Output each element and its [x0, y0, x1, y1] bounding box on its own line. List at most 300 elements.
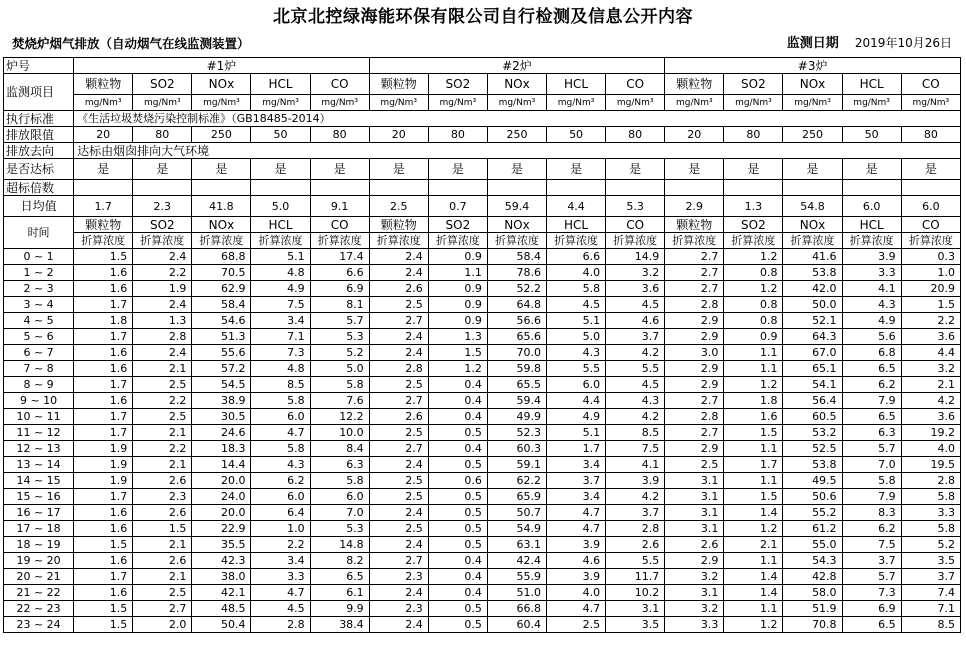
hourly-value: 4.7	[251, 585, 310, 601]
pollutant-name: 颗粒物	[74, 217, 133, 233]
hourly-value: 62.2	[487, 473, 546, 489]
hourly-value: 0.4	[428, 569, 487, 585]
exceed-value	[192, 180, 251, 196]
hourly-value: 4.5	[547, 297, 606, 313]
hourly-value: 2.8	[369, 361, 428, 377]
hourly-value: 4.0	[547, 585, 606, 601]
furnace-name: #2炉	[369, 58, 665, 74]
hour-range: 17 ~ 18	[4, 521, 74, 537]
hourly-value: 2.1	[133, 457, 192, 473]
hourly-value: 3.7	[547, 473, 606, 489]
exceed-label: 超标倍数	[4, 180, 74, 196]
pollutant-name: HCL	[842, 74, 901, 95]
hourly-value: 5.2	[310, 345, 369, 361]
hourly-value: 0.5	[428, 537, 487, 553]
hour-range: 12 ~ 13	[4, 441, 74, 457]
hourly-value: 2.5	[369, 297, 428, 313]
hourly-value: 2.7	[133, 601, 192, 617]
hourly-value: 5.3	[310, 521, 369, 537]
hourly-value: 4.7	[547, 601, 606, 617]
hourly-value: 4.7	[251, 425, 310, 441]
hourly-value: 5.8	[310, 473, 369, 489]
unit-label: mg/Nm³	[724, 95, 783, 111]
daily-avg-value: 5.3	[606, 196, 665, 217]
hourly-value: 1.5	[724, 425, 783, 441]
hourly-value: 5.2	[901, 537, 960, 553]
table-body	[4, 58, 961, 633]
hourly-value: 9.9	[310, 601, 369, 617]
conversion-label: 折算浓度	[724, 233, 783, 249]
table-row	[4, 377, 961, 393]
hourly-value: 70.5	[192, 265, 251, 281]
daily-avg-value: 6.0	[842, 196, 901, 217]
hourly-value: 0.5	[428, 521, 487, 537]
hourly-value: 3.7	[901, 569, 960, 585]
hourly-value: 1.9	[133, 281, 192, 297]
hourly-value: 1.5	[74, 617, 133, 633]
hourly-value: 8.2	[310, 553, 369, 569]
hourly-value: 49.9	[487, 409, 546, 425]
exceed-value	[724, 180, 783, 196]
hourly-value: 60.3	[487, 441, 546, 457]
hourly-value: 4.9	[842, 313, 901, 329]
standard-row	[4, 111, 961, 127]
hourly-value: 6.0	[310, 489, 369, 505]
hourly-value: 14.9	[606, 249, 665, 265]
table-row	[4, 489, 961, 505]
table-row	[4, 569, 961, 585]
hourly-value: 1.0	[251, 521, 310, 537]
hourly-value: 64.8	[487, 297, 546, 313]
hourly-value: 2.3	[369, 569, 428, 585]
pollutant-name: SO2	[724, 217, 783, 233]
hourly-value: 11.7	[606, 569, 665, 585]
hourly-value: 0.5	[428, 617, 487, 633]
hour-range: 14 ~ 15	[4, 473, 74, 489]
hourly-value: 7.0	[310, 505, 369, 521]
hourly-value: 6.5	[842, 409, 901, 425]
hourly-value: 0.4	[428, 441, 487, 457]
conversion-label: 折算浓度	[783, 233, 842, 249]
daily-avg-value: 6.0	[901, 196, 960, 217]
hourly-value: 2.7	[665, 281, 724, 297]
hourly-value: 52.3	[487, 425, 546, 441]
hourly-value: 2.9	[665, 361, 724, 377]
table-row	[4, 505, 961, 521]
hourly-value: 0.4	[428, 377, 487, 393]
hourly-value: 49.5	[783, 473, 842, 489]
hourly-value: 42.4	[487, 553, 546, 569]
pollutant-name: SO2	[133, 217, 192, 233]
hourly-value: 4.2	[606, 489, 665, 505]
pollutant-name: 颗粒物	[369, 217, 428, 233]
hourly-value: 4.6	[547, 553, 606, 569]
hourly-value: 55.2	[783, 505, 842, 521]
pollutant-name: HCL	[547, 74, 606, 95]
hourly-value: 55.6	[192, 345, 251, 361]
unit-label: mg/Nm³	[842, 95, 901, 111]
hourly-value: 1.4	[724, 585, 783, 601]
compliant-value: 是	[842, 159, 901, 180]
hourly-value: 6.0	[547, 377, 606, 393]
unit-label: mg/Nm³	[901, 95, 960, 111]
hourly-value: 2.5	[133, 585, 192, 601]
limit-row	[4, 127, 961, 143]
hourly-value: 2.5	[369, 377, 428, 393]
report-subtitle: 焚烧炉烟气排放（自动烟气在线监测装置）	[12, 36, 250, 51]
limit-value: 80	[428, 127, 487, 143]
hourly-value: 7.9	[842, 393, 901, 409]
hourly-value: 2.4	[369, 537, 428, 553]
hourly-value: 2.7	[665, 249, 724, 265]
hourly-value: 5.0	[310, 361, 369, 377]
exceed-value	[547, 180, 606, 196]
hourly-value: 1.5	[428, 345, 487, 361]
hourly-value: 12.2	[310, 409, 369, 425]
hourly-value: 7.5	[251, 297, 310, 313]
hourly-value: 4.1	[842, 281, 901, 297]
hourly-value: 4.4	[901, 345, 960, 361]
limit-value: 250	[783, 127, 842, 143]
conversion-label: 折算浓度	[547, 233, 606, 249]
daily-avg-label: 日均值	[4, 196, 74, 217]
hourly-value: 0.9	[428, 297, 487, 313]
hourly-value: 2.4	[133, 345, 192, 361]
daily-avg-value: 2.9	[665, 196, 724, 217]
pollutant-name: CO	[606, 74, 665, 95]
furnace-label: 炉号	[4, 58, 74, 74]
limit-value: 80	[724, 127, 783, 143]
hourly-value: 2.1	[133, 425, 192, 441]
hourly-value: 2.7	[369, 393, 428, 409]
hourly-value: 1.1	[724, 553, 783, 569]
hourly-value: 22.9	[192, 521, 251, 537]
hourly-value: 4.4	[547, 393, 606, 409]
hourly-value: 1.7	[724, 457, 783, 473]
hourly-value: 1.5	[74, 601, 133, 617]
hourly-value: 3.7	[606, 505, 665, 521]
hourly-value: 2.4	[369, 249, 428, 265]
pollutant-name: 颗粒物	[74, 74, 133, 95]
hourly-value: 50.4	[192, 617, 251, 633]
pollutant-name: HCL	[842, 217, 901, 233]
hourly-value: 5.8	[547, 281, 606, 297]
hour-range: 22 ~ 23	[4, 601, 74, 617]
hourly-value: 6.9	[842, 601, 901, 617]
hourly-value: 2.8	[901, 473, 960, 489]
hourly-value: 1.6	[74, 585, 133, 601]
compliant-value: 是	[487, 159, 546, 180]
hourly-value: 1.5	[901, 297, 960, 313]
hourly-value: 2.1	[133, 569, 192, 585]
pollutant-name: HCL	[547, 217, 606, 233]
hourly-value: 5.7	[310, 313, 369, 329]
unit-label: mg/Nm³	[192, 95, 251, 111]
hourly-value: 2.2	[133, 441, 192, 457]
hourly-value: 1.7	[74, 489, 133, 505]
hourly-value: 1.6	[724, 409, 783, 425]
unit-label: mg/Nm³	[133, 95, 192, 111]
pollutant-name: SO2	[724, 74, 783, 95]
hourly-value: 3.4	[547, 457, 606, 473]
limit-value: 50	[547, 127, 606, 143]
limit-label: 排放限值	[4, 127, 74, 143]
hourly-value: 2.8	[665, 297, 724, 313]
hourly-value: 2.7	[665, 425, 724, 441]
table-row	[4, 361, 961, 377]
hourly-value: 0.9	[724, 329, 783, 345]
hourly-value: 3.4	[547, 489, 606, 505]
hourly-value: 0.5	[428, 601, 487, 617]
hourly-value: 3.7	[842, 553, 901, 569]
hourly-value: 4.2	[606, 409, 665, 425]
hourly-value: 20.0	[192, 473, 251, 489]
hourly-value: 1.2	[724, 377, 783, 393]
time-label: 时间	[4, 217, 74, 249]
pollutant-name: SO2	[428, 217, 487, 233]
hourly-value: 53.8	[783, 457, 842, 473]
hourly-value: 1.2	[724, 249, 783, 265]
hourly-value: 3.1	[665, 473, 724, 489]
limit-value: 20	[665, 127, 724, 143]
hour-range: 20 ~ 21	[4, 569, 74, 585]
hourly-value: 52.5	[783, 441, 842, 457]
hourly-value: 24.6	[192, 425, 251, 441]
hourly-value: 51.0	[487, 585, 546, 601]
hourly-value: 66.8	[487, 601, 546, 617]
hourly-value: 2.6	[606, 537, 665, 553]
unit-label: mg/Nm³	[783, 95, 842, 111]
hourly-value: 5.5	[606, 553, 665, 569]
table-row	[4, 409, 961, 425]
exceed-value	[901, 180, 960, 196]
hourly-value: 2.4	[369, 265, 428, 281]
hour-range: 0 ~ 1	[4, 249, 74, 265]
hourly-value: 4.2	[606, 345, 665, 361]
table-row	[4, 521, 961, 537]
hourly-value: 2.4	[369, 617, 428, 633]
hourly-value: 7.5	[606, 441, 665, 457]
hourly-value: 0.9	[428, 281, 487, 297]
hourly-value: 2.7	[665, 265, 724, 281]
daily-avg-value: 2.5	[369, 196, 428, 217]
hourly-value: 2.1	[901, 377, 960, 393]
hourly-value: 2.4	[369, 585, 428, 601]
hour-range: 23 ~ 24	[4, 617, 74, 633]
hourly-value: 2.4	[369, 457, 428, 473]
hourly-value: 60.4	[487, 617, 546, 633]
hourly-value: 5.8	[901, 521, 960, 537]
hourly-value: 5.8	[251, 393, 310, 409]
hourly-value: 3.1	[606, 601, 665, 617]
daily-avg-value: 1.7	[74, 196, 133, 217]
hourly-value: 1.1	[428, 265, 487, 281]
table-row	[4, 601, 961, 617]
daily-avg-value: 9.1	[310, 196, 369, 217]
compliant-value: 是	[606, 159, 665, 180]
hourly-value: 7.1	[901, 601, 960, 617]
hour-range: 4 ~ 5	[4, 313, 74, 329]
furnace-header-row	[4, 58, 961, 74]
hourly-value: 54.6	[192, 313, 251, 329]
hourly-value: 0.6	[428, 473, 487, 489]
hourly-value: 0.5	[428, 425, 487, 441]
hourly-value: 65.5	[487, 377, 546, 393]
table-row	[4, 313, 961, 329]
hourly-value: 38.4	[310, 617, 369, 633]
pollutant-name: SO2	[133, 74, 192, 95]
hourly-value: 7.6	[310, 393, 369, 409]
hourly-value: 0.5	[428, 489, 487, 505]
hourly-value: 3.9	[842, 249, 901, 265]
hourly-value: 65.9	[487, 489, 546, 505]
daily-avg-value: 2.3	[133, 196, 192, 217]
conversion-label: 折算浓度	[842, 233, 901, 249]
hourly-value: 0.9	[428, 249, 487, 265]
hourly-value: 3.2	[606, 265, 665, 281]
table-row	[4, 425, 961, 441]
table-row	[4, 249, 961, 265]
exceed-value	[428, 180, 487, 196]
hour-range: 13 ~ 14	[4, 457, 74, 473]
hourly-value: 3.1	[665, 585, 724, 601]
daily-avg-value: 1.3	[724, 196, 783, 217]
hourly-value: 2.8	[665, 409, 724, 425]
hourly-value: 2.6	[133, 553, 192, 569]
hourly-value: 4.9	[547, 409, 606, 425]
hourly-value: 2.7	[665, 393, 724, 409]
hourly-value: 1.6	[74, 361, 133, 377]
hourly-value: 5.8	[310, 377, 369, 393]
hourly-value: 7.4	[901, 585, 960, 601]
hourly-value: 52.2	[487, 281, 546, 297]
hourly-value: 7.5	[842, 537, 901, 553]
hourly-value: 1.8	[724, 393, 783, 409]
conversion-row	[4, 233, 961, 249]
hourly-value: 2.4	[133, 297, 192, 313]
hourly-value: 8.5	[251, 377, 310, 393]
hourly-value: 0.8	[724, 265, 783, 281]
hourly-value: 1.1	[724, 601, 783, 617]
hourly-value: 56.6	[487, 313, 546, 329]
hourly-value: 2.1	[724, 537, 783, 553]
hourly-value: 2.5	[369, 473, 428, 489]
hourly-value: 8.5	[901, 617, 960, 633]
hourly-value: 2.6	[369, 281, 428, 297]
hourly-value: 65.1	[783, 361, 842, 377]
limit-value: 80	[133, 127, 192, 143]
compliant-value: 是	[369, 159, 428, 180]
hourly-value: 68.8	[192, 249, 251, 265]
hourly-value: 3.3	[251, 569, 310, 585]
unit-label: mg/Nm³	[428, 95, 487, 111]
hourly-value: 2.6	[133, 505, 192, 521]
hourly-value: 1.8	[74, 313, 133, 329]
compliant-value: 是	[310, 159, 369, 180]
hourly-value: 1.9	[74, 457, 133, 473]
table-row	[4, 553, 961, 569]
hourly-value: 1.3	[133, 313, 192, 329]
pollutant-name: SO2	[428, 74, 487, 95]
exceed-value	[665, 180, 724, 196]
hourly-value: 7.1	[251, 329, 310, 345]
hourly-value: 1.1	[724, 441, 783, 457]
hourly-value: 6.9	[310, 281, 369, 297]
hourly-value: 2.2	[133, 393, 192, 409]
pollutant-name: 颗粒物	[665, 74, 724, 95]
hourly-value: 55.9	[487, 569, 546, 585]
conversion-label: 折算浓度	[665, 233, 724, 249]
hourly-value: 4.8	[251, 265, 310, 281]
hour-range: 8 ~ 9	[4, 377, 74, 393]
limit-value: 250	[192, 127, 251, 143]
hourly-value: 1.6	[74, 393, 133, 409]
hourly-value: 54.5	[192, 377, 251, 393]
pollutant-name: NOx	[487, 217, 546, 233]
hourly-value: 1.1	[724, 473, 783, 489]
hourly-value: 1.2	[428, 361, 487, 377]
hourly-value: 2.6	[369, 409, 428, 425]
hourly-value: 10.0	[310, 425, 369, 441]
hourly-value: 0.8	[724, 313, 783, 329]
hourly-value: 2.9	[665, 377, 724, 393]
hourly-value: 1.5	[74, 537, 133, 553]
standard-text: 《生活垃圾焚烧污染控制标准》（GB18485-2014）	[74, 111, 961, 127]
hourly-value: 62.9	[192, 281, 251, 297]
unit-label: mg/Nm³	[547, 95, 606, 111]
hourly-value: 42.0	[783, 281, 842, 297]
hourly-value: 67.0	[783, 345, 842, 361]
conversion-label: 折算浓度	[369, 233, 428, 249]
daily-avg-value: 54.8	[783, 196, 842, 217]
daily-avg-value: 5.0	[251, 196, 310, 217]
hourly-value: 1.7	[74, 329, 133, 345]
hourly-value: 4.1	[606, 457, 665, 473]
unit-label: mg/Nm³	[251, 95, 310, 111]
pollutant-name: CO	[606, 217, 665, 233]
hour-range: 6 ~ 7	[4, 345, 74, 361]
daily-avg-value: 41.8	[192, 196, 251, 217]
table-row	[4, 265, 961, 281]
hourly-value: 58.0	[783, 585, 842, 601]
hourly-value: 1.2	[724, 617, 783, 633]
hourly-value: 6.6	[310, 265, 369, 281]
exceed-value	[783, 180, 842, 196]
limit-value: 250	[487, 127, 546, 143]
hourly-value: 8.1	[310, 297, 369, 313]
hourly-value: 5.7	[842, 441, 901, 457]
hourly-value: 2.9	[665, 329, 724, 345]
hourly-value: 53.2	[783, 425, 842, 441]
daily-avg-value: 4.4	[547, 196, 606, 217]
conversion-label: 折算浓度	[487, 233, 546, 249]
hourly-value: 4.2	[901, 393, 960, 409]
hourly-value: 3.1	[665, 521, 724, 537]
unit-label: mg/Nm³	[369, 95, 428, 111]
hourly-value: 51.3	[192, 329, 251, 345]
hourly-value: 0.4	[428, 409, 487, 425]
hourly-value: 2.2	[133, 265, 192, 281]
hourly-value: 2.4	[133, 249, 192, 265]
hourly-value: 2.3	[369, 601, 428, 617]
limit-value: 80	[310, 127, 369, 143]
hourly-value: 4.5	[606, 377, 665, 393]
hourly-value: 4.9	[251, 281, 310, 297]
hour-range: 10 ~ 11	[4, 409, 74, 425]
hourly-value: 42.1	[192, 585, 251, 601]
hourly-value: 1.7	[547, 441, 606, 457]
items-label: 监测项目	[4, 74, 74, 111]
